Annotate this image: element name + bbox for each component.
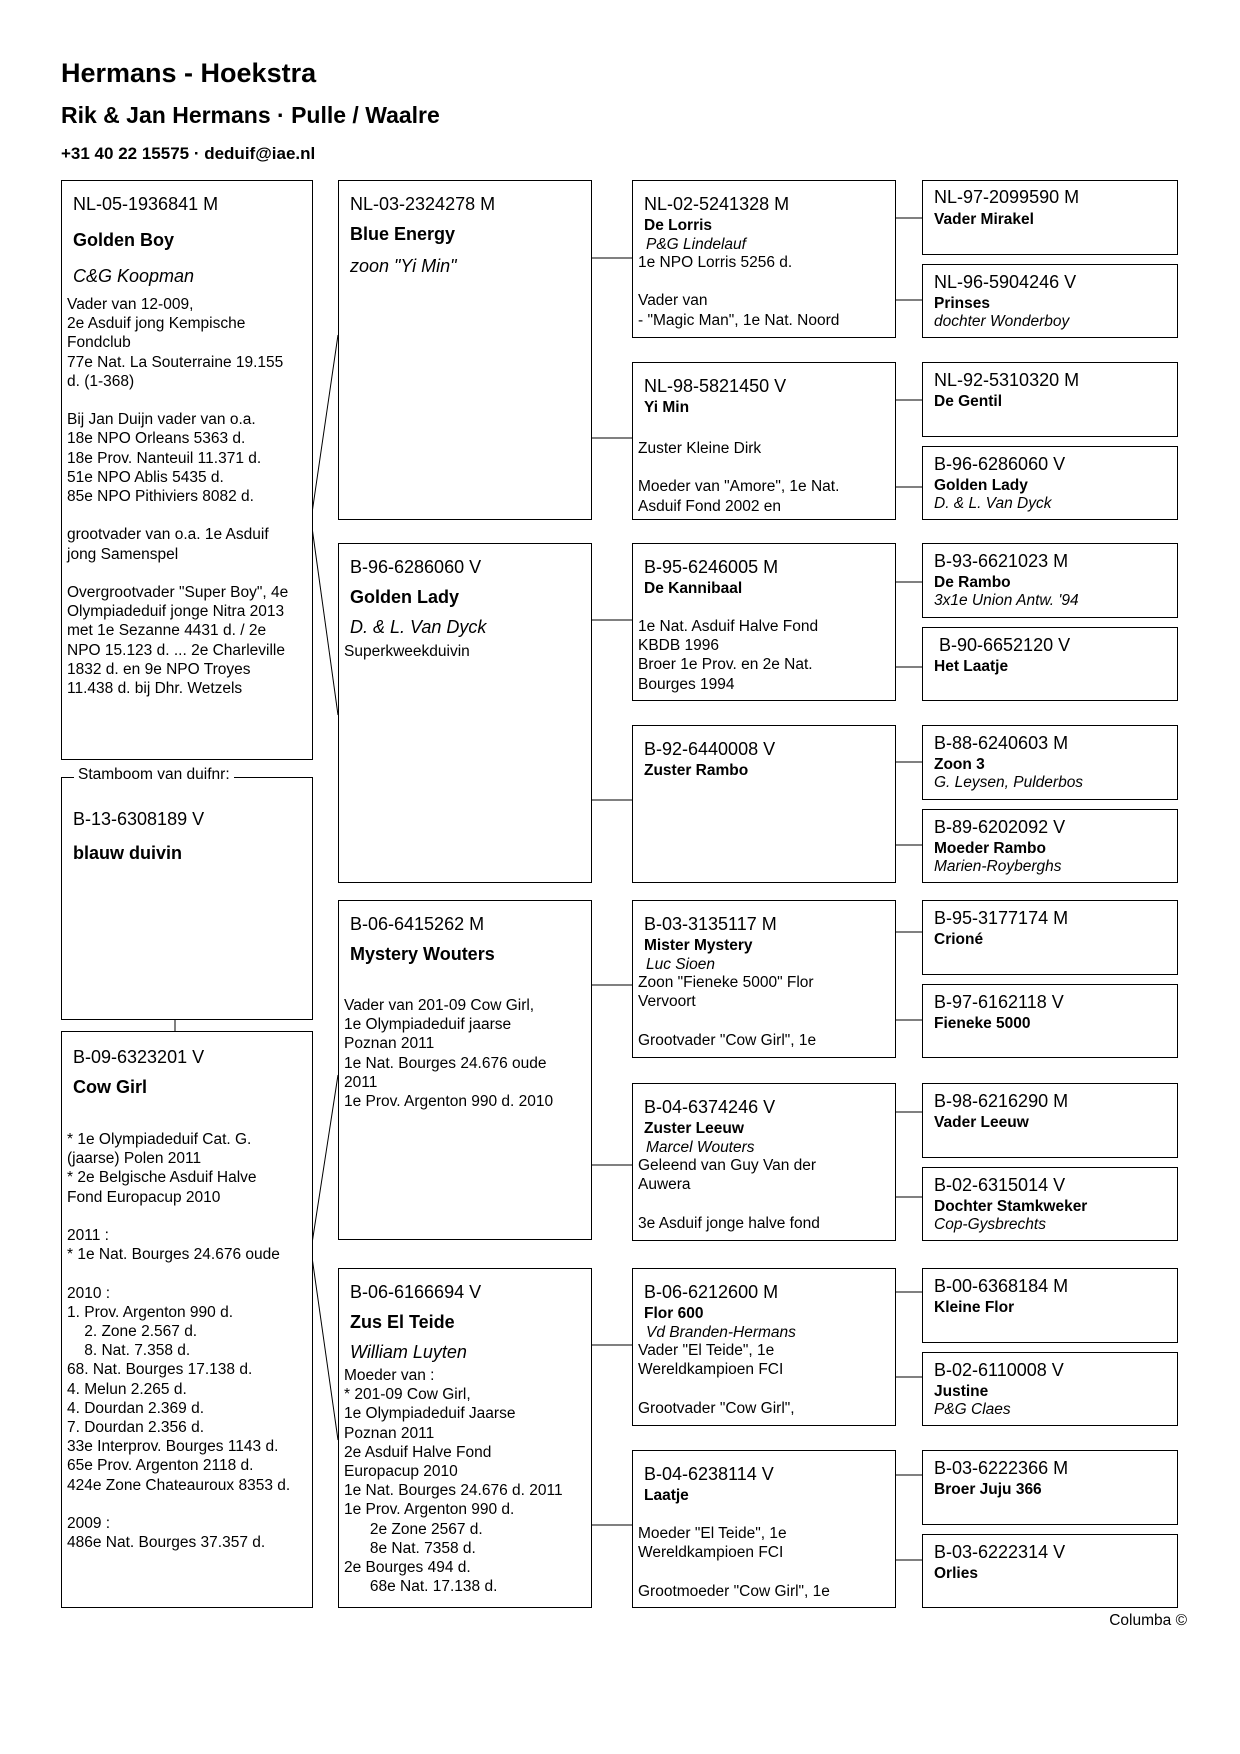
- note-line: 2e Asduif jong Kempische: [67, 315, 246, 333]
- pigeon-notes: [638, 617, 818, 694]
- note-line: 8e Nat. 7358 d.: [344, 1539, 476, 1557]
- note-line: - "Magic Man", 1e Nat. Noord: [638, 311, 840, 329]
- note-line: Poznan 2011: [344, 1035, 435, 1053]
- note-line: (jaarse) Polen 2011: [67, 1150, 202, 1168]
- pigeon-name: Justine: [934, 1383, 989, 1400]
- ggparent-card-fmf: [632, 543, 896, 701]
- note-line: 3e Asduif jonge halve fond: [638, 1214, 820, 1232]
- owner-name: G. Leysen, Pulderbos: [934, 774, 1084, 791]
- note-line: 8. Nat. 7.358 d.: [67, 1342, 191, 1360]
- note-line: 11.438 d. bij Dhr. Wetzels: [67, 680, 243, 698]
- note-line: Fondclub: [67, 334, 131, 352]
- pigeon-name: Golden Lady: [934, 477, 1028, 494]
- note-line: Moeder "El Teide", 1e: [638, 1525, 787, 1543]
- note-line: Grootvader "Cow Girl",: [638, 1399, 795, 1417]
- pigeon-name: Crioné: [934, 931, 984, 948]
- pigeon-name: Het Laatje: [934, 658, 1009, 675]
- gen4-card: [922, 725, 1178, 800]
- gen4-card: [922, 446, 1178, 520]
- note-line: NPO 15.123 d. ... 2e Charleville: [67, 641, 285, 659]
- pigeon-name: Cow Girl: [73, 1077, 148, 1097]
- note-line: jong Samenspel: [67, 545, 179, 563]
- ring-number: B-96-6286060 V: [350, 557, 482, 577]
- note-line: 2e Zone 2567 d.: [344, 1520, 483, 1538]
- note-line: Vader van 12-009,: [67, 296, 194, 313]
- pigeon-name: De Gentil: [934, 393, 1003, 410]
- ring-number: B-02-6110008 V: [934, 1360, 1064, 1380]
- gen4-card: [922, 1534, 1178, 1608]
- note-line: 424e Zone Chateauroux 8353 d.: [67, 1476, 291, 1494]
- owner-name: D. & L. Van Dyck: [934, 495, 1052, 512]
- note-line: [67, 1495, 290, 1514]
- note-line: met 1e Sezanne 4431 d. / 2e: [67, 622, 267, 640]
- owner-name: zoon "Yi Min": [350, 256, 457, 276]
- note-line: 33e Interprov. Bourges 1143 d.: [67, 1438, 279, 1456]
- ring-number: B-02-6315014 V: [934, 1175, 1066, 1195]
- pigeon-name: Mister Mystery: [644, 937, 753, 954]
- pigeon-name: De Rambo: [934, 574, 1011, 591]
- ring-number: NL-98-5821450 V: [644, 376, 787, 396]
- note-line: 65e Prov. Argenton 2118 d.: [67, 1457, 254, 1475]
- note-line: 1e Nat. Bourges 24.676 oude: [344, 1054, 547, 1072]
- ggparent-card-mfm: [632, 1083, 896, 1241]
- ring-number: B-09-6323201 V: [73, 1047, 205, 1067]
- ggparent-card-fff: [632, 180, 896, 338]
- note-line: [638, 1011, 816, 1030]
- note-line: Vervoort: [638, 993, 696, 1011]
- gen4-card: [922, 900, 1178, 975]
- note-line: Vader van: [638, 292, 708, 310]
- note-line: 2e Asduif Halve Fond: [344, 1443, 492, 1461]
- gen4-card: [922, 1450, 1178, 1525]
- note-line: [638, 1563, 830, 1582]
- note-line: Moeder van "Amore", 1e Nat.: [638, 478, 840, 496]
- note-line: Asduif Fond 2002 en: [638, 497, 782, 515]
- ring-number: NL-05-1936841 M: [73, 194, 219, 214]
- owner-name: C&G Koopman: [73, 266, 195, 286]
- pigeon-name: Blue Energy: [350, 224, 456, 244]
- owner-name: P&G Lindelauf: [646, 236, 746, 253]
- note-line: Auwera: [638, 1176, 691, 1194]
- pigeon-notes: [344, 996, 553, 1111]
- note-line: [67, 506, 288, 525]
- pigeon-name: Zuster Rambo: [644, 762, 749, 779]
- note-line: Fond Europacup 2010: [67, 1188, 221, 1206]
- note-line: 1e Prov. Argenton 990 d. 2010: [344, 1093, 554, 1111]
- ring-number: NL-03-2324278 M: [350, 194, 496, 214]
- ring-number: B-03-6222314 V: [934, 1542, 1066, 1562]
- footer-credit: Columba ©: [1109, 1612, 1187, 1629]
- stamboom-label: Stamboom van duifnr:: [74, 766, 234, 784]
- note-line: d. (1-368): [67, 372, 135, 390]
- pigeon-name: Zus El Teide: [350, 1312, 455, 1332]
- gen4-card: [922, 362, 1178, 437]
- note-line: * 201-09 Cow Girl,: [344, 1386, 471, 1404]
- pigeon-notes: [638, 253, 839, 330]
- note-line: 2011: [344, 1073, 378, 1091]
- note-line: grootvader van o.a. 1e Asduif: [67, 526, 269, 544]
- gen4-card: [922, 180, 1178, 255]
- note-line: 7. Dourdan 2.356 d.: [67, 1419, 205, 1437]
- ggparent-card-ffm: [632, 362, 896, 520]
- note-line: Bij Jan Duijn vader van o.a.: [67, 411, 256, 429]
- pigeon-name: Fieneke 5000: [934, 1015, 1031, 1032]
- note-line: 4. Dourdan 2.369 d.: [67, 1399, 205, 1417]
- note-line: Wereldkampioen FCI: [638, 1544, 784, 1562]
- gen4-card: [922, 1268, 1178, 1343]
- note-line: 1e Prov. Argenton 990 d.: [344, 1501, 515, 1519]
- owner-name: dochter Wonderboy: [934, 313, 1070, 330]
- grandfather-paternal-card: [338, 180, 592, 520]
- note-line: 18e Prov. Nanteuil 11.371 d.: [67, 449, 262, 467]
- note-line: Superkweekduivin: [344, 643, 470, 660]
- pigeon-name: blauw duivin: [73, 843, 183, 863]
- note-line: 1e Nat. Bourges 24.676 d. 2011: [344, 1482, 563, 1500]
- pigeon-notes: [638, 1341, 795, 1418]
- note-line: [638, 458, 839, 477]
- ring-number: B-97-6162118 V: [934, 992, 1064, 1012]
- father-notes: [67, 295, 288, 698]
- pigeon-name: Prinses: [934, 295, 991, 312]
- gen4-card: [922, 809, 1178, 883]
- owner-name: Luc Sioen: [646, 956, 715, 973]
- note-line: 51e NPO Ablis 5435 d.: [67, 468, 224, 486]
- note-line: 1832 d. en 9e NPO Troyes: [67, 660, 251, 678]
- pigeon-notes: [344, 642, 470, 661]
- note-line: Grootmoeder "Cow Girl", 1e: [638, 1582, 830, 1600]
- gen4-card: [922, 984, 1178, 1058]
- note-line: 2e Bourges 494 d.: [344, 1559, 471, 1577]
- pigeon-name: Vader Leeuw: [934, 1114, 1029, 1131]
- note-line: * 1e Olympiadeduif Cat. G.: [67, 1131, 252, 1148]
- note-line: [67, 1207, 290, 1226]
- ring-number: B-00-6368184 M: [934, 1276, 1069, 1296]
- mother-notes: [67, 1130, 290, 1552]
- gen4-card: [922, 1352, 1178, 1426]
- ring-number: B-03-6222366 M: [934, 1458, 1069, 1478]
- mother-card: [61, 1031, 313, 1608]
- note-line: * 1e Nat. Bourges 24.676 oude: [67, 1246, 280, 1264]
- note-line: 68e Nat. 17.138 d.: [344, 1578, 498, 1596]
- ring-number: NL-96-5904246 V: [934, 272, 1077, 292]
- grandmother-maternal-card: [338, 1268, 592, 1608]
- gen4-card: [922, 1083, 1178, 1158]
- owner-name: Vd Branden-Hermans: [646, 1324, 796, 1341]
- pigeon-name: Mystery Wouters: [350, 944, 495, 964]
- note-line: Vader "El Teide", 1e: [638, 1342, 775, 1359]
- note-line: * 2e Belgische Asduif Halve: [67, 1169, 257, 1187]
- note-line: Vader van 201-09 Cow Girl,: [344, 997, 535, 1014]
- note-line: 1e NPO Lorris 5256 d.: [638, 254, 793, 271]
- ggparent-card-mff: [632, 900, 896, 1058]
- note-line: [67, 1264, 290, 1283]
- note-line: Bourges 1994: [638, 675, 735, 693]
- father-card: [61, 180, 313, 760]
- note-line: Broer 1e Prov. en 2e Nat.: [638, 656, 813, 674]
- pigeon-name: Broer Juju 366: [934, 1481, 1042, 1498]
- ring-number: NL-92-5310320 M: [934, 370, 1080, 390]
- pigeon-name: Flor 600: [644, 1305, 704, 1322]
- owner-name: Marcel Wouters: [646, 1139, 755, 1156]
- owner-name: Marien-Royberghs: [934, 858, 1062, 875]
- ring-number: B-98-6216290 M: [934, 1091, 1069, 1111]
- contact-info: +31 40 22 15575 · deduif@iae.nl: [61, 144, 316, 163]
- note-line: 2. Zone 2.567 d.: [67, 1323, 198, 1340]
- note-line: 1e Nat. Asduif Halve Fond: [638, 618, 819, 635]
- note-line: Geleend van Guy Van der: [638, 1157, 817, 1174]
- pigeon-name: De Kannibaal: [644, 580, 743, 597]
- note-line: Overgrootvader "Super Boy", 4e: [67, 584, 289, 601]
- ring-number: B-88-6240603 M: [934, 733, 1069, 753]
- page-title: Hermans - Hoekstra: [61, 58, 317, 88]
- note-line: Wereldkampioen FCI: [638, 1361, 784, 1379]
- ring-number: B-95-3177174 M: [934, 908, 1069, 928]
- pigeon-notes: [638, 1505, 830, 1601]
- note-line: 486e Nat. Bourges 37.357 d.: [67, 1534, 266, 1552]
- grandfather-maternal-card: [338, 900, 592, 1240]
- note-line: Zoon "Fieneke 5000" Flor: [638, 974, 814, 991]
- pigeon-name: Yi Min: [644, 399, 690, 416]
- owner-name: P&G Claes: [934, 1401, 1011, 1418]
- note-line: 2011 :: [67, 1227, 109, 1244]
- note-line: 68. Nat. Bourges 17.138 d.: [67, 1361, 253, 1379]
- pigeon-name: Golden Lady: [350, 587, 460, 607]
- pigeon-name: Zoon 3: [934, 756, 985, 773]
- grandmother-paternal-card: [338, 543, 592, 883]
- note-line: KBDB 1996: [638, 637, 719, 655]
- pigeon-notes: [638, 973, 816, 1050]
- note-line: 18e NPO Orleans 5363 d.: [67, 430, 246, 448]
- pigeon-name: Moeder Rambo: [934, 840, 1046, 857]
- gen4-card: [922, 264, 1178, 338]
- note-line: [638, 272, 839, 291]
- note-line: [67, 391, 288, 410]
- pigeon-name: Golden Boy: [73, 230, 175, 250]
- pigeon-name: Laatje: [644, 1487, 689, 1504]
- note-line: 4. Melun 2.265 d.: [67, 1380, 187, 1398]
- ring-number: B-04-6374246 V: [644, 1097, 776, 1117]
- owner-name: 3x1e Union Antw. '94: [934, 592, 1079, 609]
- ring-number: B-03-3135117 M: [644, 914, 777, 934]
- ring-number: B-95-6246005 M: [644, 557, 779, 577]
- owner-name: William Luyten: [350, 1342, 467, 1362]
- ring-number: B-06-6415262 M: [350, 914, 485, 934]
- pigeon-notes: [638, 439, 839, 516]
- ring-number: B-90-6652120 V: [939, 635, 1071, 655]
- pigeon-name: Vader Mirakel: [934, 211, 1034, 228]
- ggparent-card-mmf: [632, 1268, 896, 1426]
- note-line: 1e Olympiadeduif Jaarse: [344, 1405, 516, 1423]
- note-line: [638, 1379, 795, 1398]
- gen4-card: [922, 1167, 1178, 1241]
- ring-number: NL-02-5241328 M: [644, 194, 790, 214]
- ring-number: B-06-6212600 M: [644, 1282, 779, 1302]
- ring-number: B-06-6166694 V: [350, 1282, 482, 1302]
- owner-name: D. & L. Van Dyck: [350, 617, 487, 637]
- note-line: Grootvader "Cow Girl", 1e: [638, 1031, 817, 1049]
- ring-number: NL-97-2099590 M: [934, 187, 1080, 207]
- note-line: Zuster Kleine Dirk: [638, 440, 762, 457]
- note-line: [638, 1194, 820, 1213]
- note-line: Olympiadeduif jonge Nitra 2013: [67, 603, 285, 621]
- ring-number: B-92-6440008 V: [644, 739, 776, 759]
- ring-number: B-13-6308189 V: [73, 809, 205, 829]
- note-line: 77e Nat. La Souterraine 19.155: [67, 353, 284, 371]
- ring-number: B-96-6286060 V: [934, 454, 1066, 474]
- pigeon-name: Dochter Stamkweker: [934, 1198, 1088, 1215]
- ring-number: B-04-6238114 V: [644, 1464, 774, 1484]
- ggparent-card-mmm: [632, 1450, 896, 1608]
- owner-name: Cop-Gysbrechts: [934, 1216, 1046, 1233]
- note-line: 1. Prov. Argenton 990 d.: [67, 1303, 234, 1321]
- pigeon-notes: [638, 1156, 820, 1233]
- breeder-names: Rik & Jan Hermans · Pulle / Waalre: [61, 102, 440, 128]
- pigeon-name: Zuster Leeuw: [644, 1120, 744, 1137]
- ring-number: B-93-6621023 M: [934, 551, 1069, 571]
- note-line: Europacup 2010: [344, 1463, 458, 1481]
- note-line: 2009 :: [67, 1515, 111, 1533]
- note-line: 2010 :: [67, 1284, 111, 1302]
- note-line: [67, 564, 288, 583]
- note-line: Moeder van :: [344, 1367, 435, 1384]
- gen4-card: [922, 543, 1178, 618]
- pigeon-name: Orlies: [934, 1565, 978, 1582]
- pigeon-notes: [344, 1366, 563, 1596]
- ggparent-card-fmm: [632, 725, 896, 883]
- gen4-card: [922, 627, 1178, 701]
- note-line: 85e NPO Pithiviers 8082 d.: [67, 488, 254, 506]
- note-line: [638, 1505, 830, 1524]
- subject-card: [61, 777, 313, 1020]
- pigeon-name: De Lorris: [644, 217, 713, 234]
- note-line: Poznan 2011: [344, 1424, 435, 1442]
- pigeon-name: Kleine Flor: [934, 1299, 1015, 1316]
- ring-number: B-89-6202092 V: [934, 817, 1066, 837]
- note-line: 1e Olympiadeduif jaarse: [344, 1016, 512, 1034]
